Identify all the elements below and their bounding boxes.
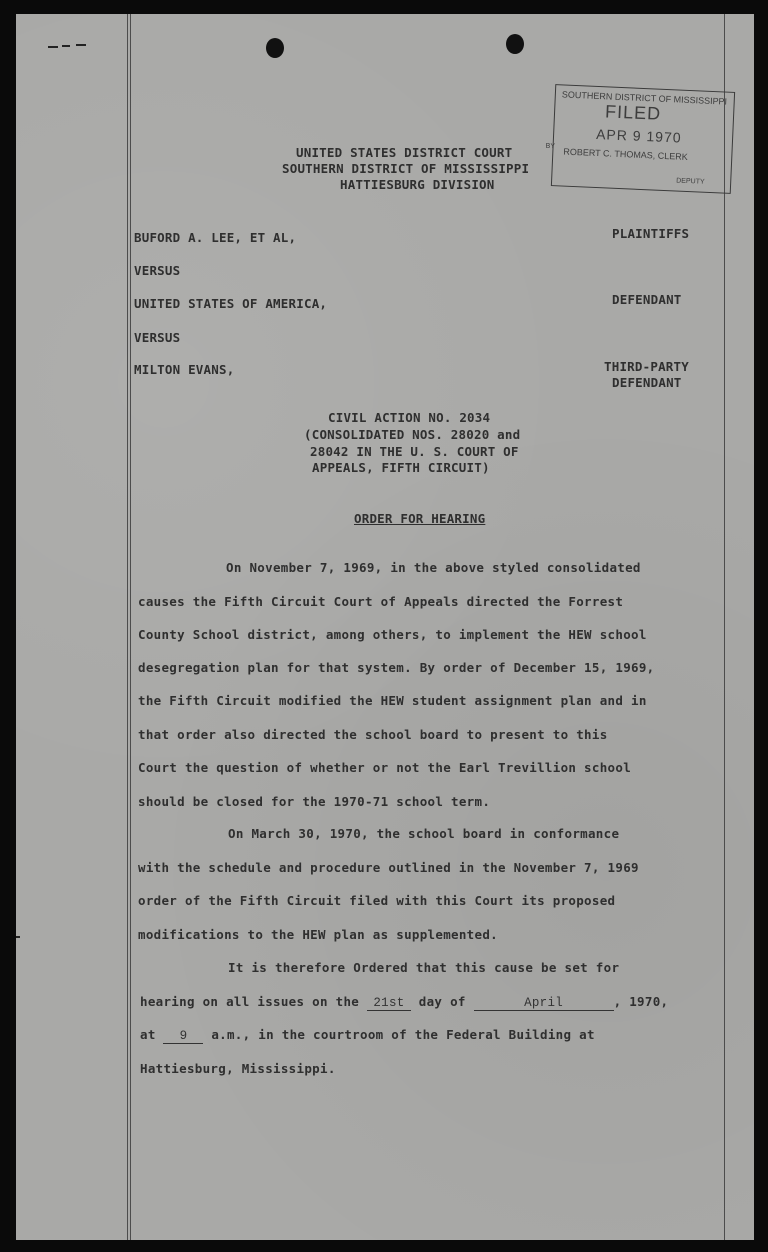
paragraph-2-line: order of the Fifth Circuit filed with this Court its proposed	[138, 893, 616, 908]
plaintiff-name: BUFORD A. LEE, ET AL,	[134, 230, 297, 245]
margin-mark	[16, 936, 20, 938]
punch-hole-left	[266, 38, 284, 58]
defendant-name: UNITED STATES OF AMERICA,	[134, 296, 328, 311]
hearing-day-field: 21st	[367, 996, 411, 1011]
hearing-hour-field: 9	[163, 1029, 203, 1044]
left-margin-line	[127, 14, 128, 1240]
paragraph-1-line: that order also directed the school board to present to this	[138, 727, 608, 742]
hearing-line-text: day of	[418, 994, 466, 1009]
third-party-role-2: DEFENDANT	[612, 375, 682, 390]
court-name: UNITED STATES DISTRICT COURT	[296, 145, 513, 160]
filed-stamp	[545, 84, 735, 194]
district-name: SOUTHERN DISTRICT OF MISSISSIPPI	[282, 161, 530, 176]
court-of-appeals: 28042 IN THE U. S. COURT OF	[310, 444, 519, 459]
punch-hole-right	[506, 34, 524, 54]
hearing-year-text: , 1970,	[613, 994, 669, 1009]
third-party-role: THIRD-PARTY	[604, 359, 689, 374]
hearing-line-text: at	[140, 1027, 156, 1042]
stamp-district: SOUTHERN DISTRICT OF MISSISSIPPI	[561, 89, 728, 107]
left-margin-line-2	[130, 14, 131, 1240]
hearing-line-text: a.m., in the courtroom of the Federal Building at	[211, 1027, 595, 1042]
paragraph-1-line: should be closed for the 1970-71 school term.	[138, 794, 491, 809]
plaintiff-role: PLAINTIFFS	[612, 226, 690, 241]
hearing-line-text: hearing on all issues on the	[140, 994, 360, 1009]
paragraph-1-line: the Fifth Circuit modified the HEW student assignment plan and in	[138, 693, 647, 708]
paragraph-1-line: On November 7, 1969, in the above styled consolidated	[226, 560, 641, 575]
paragraph-2-line: with the schedule and procedure outlined in the November 7, 1969	[138, 860, 639, 875]
fifth-circuit: APPEALS, FIFTH CIRCUIT)	[312, 460, 490, 475]
consolidated-numbers: (CONSOLIDATED NOS. 28020 and	[304, 427, 521, 442]
margin-mark	[48, 46, 58, 48]
versus-2: VERSUS	[134, 330, 181, 345]
hearing-date-line	[140, 994, 668, 1011]
margin-mark	[62, 45, 70, 47]
paragraph-1-line: Court the question of whether or not the Earl Trevillion school	[138, 760, 632, 775]
stamp-by: BY	[545, 142, 556, 151]
paragraph-2-line: modifications to the HEW plan as supplemented.	[138, 927, 498, 942]
paragraph-1-line: causes the Fifth Circuit Court of Appeals directed the Forrest	[138, 594, 624, 609]
paragraph-2-line: On March 30, 1970, the school board in conformance	[228, 826, 620, 841]
civil-action-number: CIVIL ACTION NO. 2034	[328, 410, 491, 425]
division-name: HATTIESBURG DIVISION	[340, 177, 495, 192]
paragraph-1-line: County School district, among others, to implement the HEW school	[138, 627, 647, 642]
stamp-date: APR 9 1970	[595, 125, 682, 146]
order-title: ORDER FOR HEARING	[354, 511, 486, 526]
stamp-filed: FILED	[604, 101, 662, 124]
hearing-time-line	[140, 1027, 595, 1044]
right-margin-line	[724, 14, 725, 1240]
versus-1: VERSUS	[134, 263, 181, 278]
hearing-month-field: April	[474, 996, 614, 1011]
margin-mark	[76, 44, 86, 46]
hearing-location: Hattiesburg, Mississippi.	[140, 1061, 336, 1076]
third-party-name: MILTON EVANS,	[134, 362, 235, 377]
paragraph-1-line: desegregation plan for that system. By order of December 15, 1969,	[138, 660, 655, 675]
defendant-role: DEFENDANT	[612, 292, 682, 307]
stamp-deputy: DEPUTY	[676, 177, 705, 186]
stamp-clerk: ROBERT C. THOMAS, CLERK	[563, 146, 689, 162]
paragraph-3-line: It is therefore Ordered that this cause be set for	[228, 960, 620, 975]
